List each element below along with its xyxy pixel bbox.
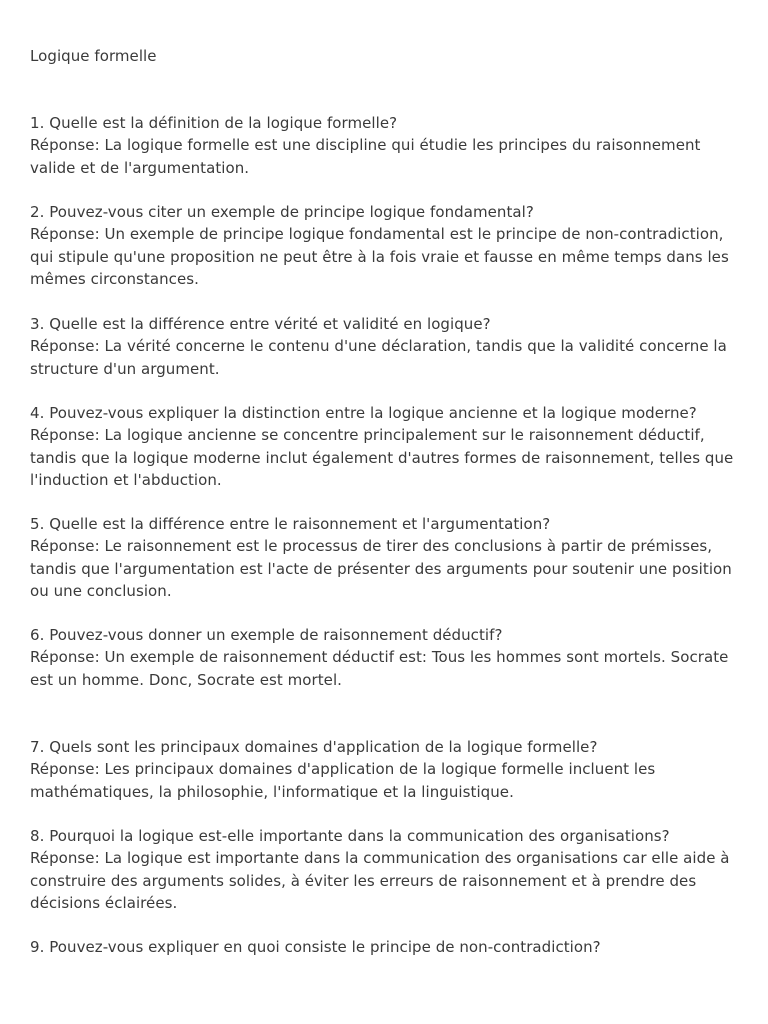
question-6: 6. Pouvez-vous donner un exemple de raisonnement déductif? [30,626,503,644]
qa-item-3 [30,313,742,380]
answer-8: Réponse: La logique est importante dans la communication des organisations car elle aide à construire des arguments solides, à éviter les erreurs de raisonnement et à prendre des décisions éclairées. [30,849,730,913]
qa-item-5 [30,513,742,603]
qa-item-9 [30,936,742,958]
answer-6: Réponse: Un exemple de raisonnement déductif est: Tous les hommes sont mortels. Socrate est un homme. Donc, Socrate est mortel. [30,648,729,689]
question-2: 2. Pouvez-vous citer un exemple de principe logique fondamental? [30,203,534,221]
question-4: 4. Pouvez-vous expliquer la distinction entre la logique ancienne et la logique moderne? [30,404,697,422]
qa-item-8 [30,825,742,915]
answer-7: Réponse: Les principaux domaines d'application de la logique formelle incluent les mathématiques, la philosophie, l'informatique et la linguistique. [30,760,656,801]
qa-item-6 [30,624,742,691]
qa-item-2 [30,201,742,291]
answer-2: Réponse: Un exemple de principe logique fondamental est le principe de non-contradiction, qui stipule qu'une proposition ne peut être à la fois vraie et fausse en même temps dans les mêmes circonstances. [30,225,729,289]
question-3: 3. Quelle est la différence entre vérité et validité en logique? [30,315,491,333]
answer-3: Réponse: La vérité concerne le contenu d'une déclaration, tandis que la validité concerne la structure d'un argument. [30,337,727,378]
qa-item-7 [30,736,742,803]
question-5: 5. Quelle est la différence entre le raisonnement et l'argumentation? [30,515,551,533]
document-title: Logique formelle [30,47,157,65]
answer-4: Réponse: La logique ancienne se concentre principalement sur le raisonnement déductif, tandis que la logique moderne inclut également d'autres formes de raisonnement, telles que l'induction et l'abduction. [30,426,734,490]
question-8: 8. Pourquoi la logique est-elle importante dans la communication des organisations? [30,827,670,845]
answer-1: Réponse: La logique formelle est une discipline qui étudie les principes du raisonnement valide et de l'argumentation. [30,136,701,177]
question-9: 9. Pouvez-vous expliquer en quoi consiste le principe de non-contradiction? [30,938,601,956]
question-1: 1. Quelle est la définition de la logique formelle? [30,114,398,132]
qa-item-1 [30,112,742,179]
answer-5: Réponse: Le raisonnement est le processus de tirer des conclusions à partir de prémisses, tandis que l'argumentation est l'acte de présenter des arguments pour soutenir une position ou une conclusion. [30,537,732,601]
question-7: 7. Quels sont les principaux domaines d'application de la logique formelle? [30,738,598,756]
qa-item-4 [30,402,742,492]
